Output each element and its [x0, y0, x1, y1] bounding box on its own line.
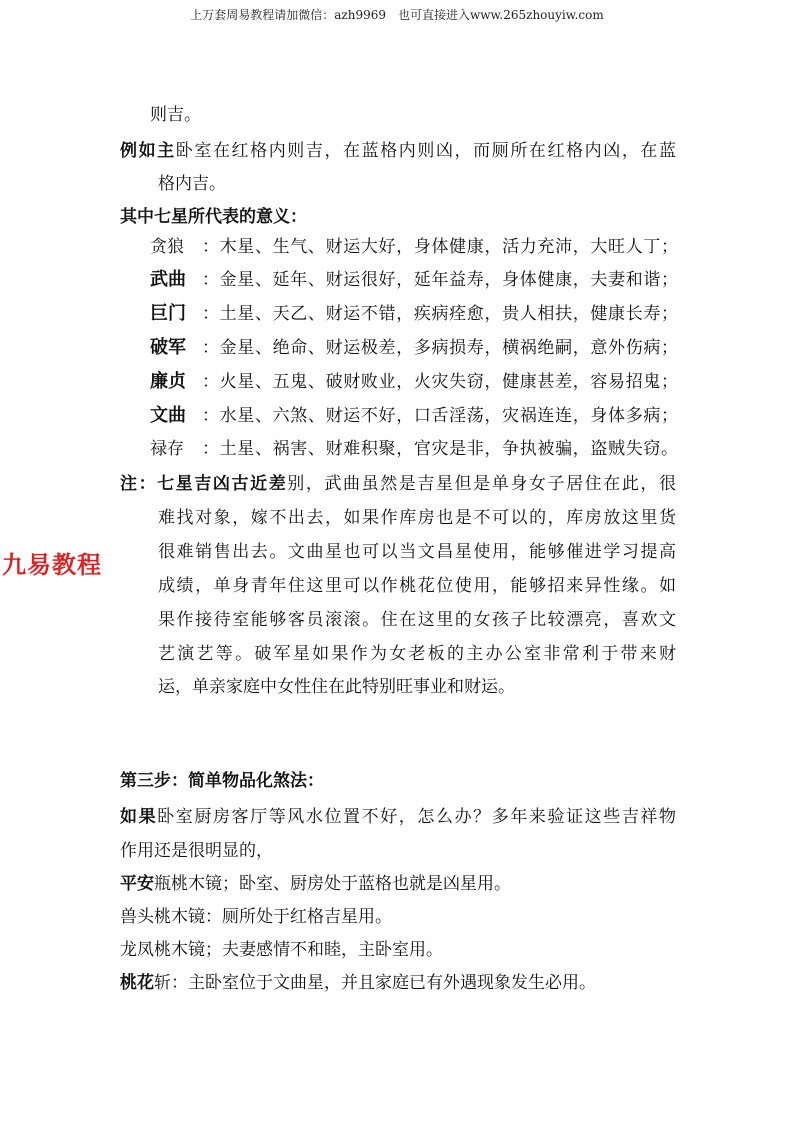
- star-description: ：水星、六煞、财运不好，口舌淫荡，灾祸连连，身体多病；: [202, 406, 678, 426]
- star-name: 贪狼: [150, 237, 184, 257]
- star-description: ：土星、祸害、财难积聚，官灾是非，争执被骗，盗贼失窃。: [202, 439, 678, 459]
- star-row: [150, 438, 678, 460]
- star-row: [150, 236, 678, 258]
- text-line: 格内吉。: [158, 174, 226, 194]
- star-name: 破军: [150, 337, 186, 358]
- note-line: [120, 473, 676, 495]
- note-line: 果作接待室能够客员滚滚。住在这里的女孩子比较漂亮，喜欢文: [158, 610, 676, 630]
- remedy-item: [120, 939, 443, 961]
- remedy-text: 兽头桃木镜：厕所处于红格吉星用。: [120, 907, 392, 927]
- remedy-text: 龙凤桃木镜；夫妻感情不和睦，主卧室用。: [120, 940, 443, 960]
- remedy-item: [120, 972, 596, 994]
- text-span: 卧室在红格内则吉，在蓝格内则凶，而厕所在红格内凶，在蓝: [175, 141, 677, 161]
- star-row: [150, 371, 678, 393]
- star-name: 禄存: [150, 439, 184, 459]
- remedy-lead: 桃花: [120, 973, 154, 993]
- remedy-text: 斩：主卧室位于文曲星，并且家庭已有外遇现象发生必用。: [154, 973, 596, 993]
- star-description: ：金星、延年、财运很好，延年益寿，身体健康，夫妻和谐；: [202, 270, 678, 290]
- star-name: 文曲: [150, 405, 186, 426]
- star-name: 武曲: [150, 269, 186, 290]
- note-line: 成绩，单身青年住这里可以作桃花位使用，能够招来异性缘。如: [158, 576, 676, 596]
- star-row: [150, 405, 678, 427]
- star-description: ：火星、五鬼、破财败业，火灾失窃，健康甚差，容易招鬼；: [202, 372, 678, 392]
- note-line: 运，单亲家庭中女性住在此特别旺事业和财运。: [158, 677, 515, 697]
- star-row: [150, 337, 678, 359]
- star-name: 巨门: [150, 303, 186, 324]
- star-row: [150, 269, 678, 291]
- star-description: ：金星、绝命、财运极差，多病损寿，横祸绝嗣，意外伤病；: [202, 338, 678, 358]
- text-line: [120, 140, 676, 162]
- note-line: 很难销售出去。文曲星也可以当文昌星使用，能够催进学习提高: [158, 542, 676, 562]
- note-line: 艺演艺等。破军星如果作为女老板的主办公室非常利于带来财: [158, 644, 676, 664]
- section-heading: 第三步：简单物品化煞法：: [120, 771, 324, 791]
- text-line: [120, 806, 676, 828]
- remedy-item: [120, 873, 511, 895]
- section-heading: 其中七星所代表的意义：: [120, 207, 307, 227]
- lead-phrase: 例如主: [120, 141, 176, 161]
- text-line: 作用还是很明显的，: [120, 841, 273, 861]
- star-row: [150, 303, 678, 325]
- remedy-lead: 平安: [120, 874, 154, 894]
- page-header: 上万套周易教程请加微信：azh9969 也可直接进入www.265zhouyiw.com: [190, 8, 604, 22]
- watermark-logo: 九易教程: [2, 551, 102, 579]
- lead-phrase: 如果: [120, 807, 158, 827]
- remedy-item: [120, 906, 392, 928]
- text-span: 卧室厨房客厅等风水位置不好，怎么办？多年来验证这些吉祥物: [157, 807, 677, 827]
- remedy-text: 瓶桃木镜；卧室、厨房处于蓝格也就是凶星用。: [154, 874, 511, 894]
- note-line: 难找对象，嫁不出去，如果作库房也是不可以的，库房放这里货: [158, 508, 676, 528]
- text-span: 别，武曲虽然是吉星但是单身女子居住在此，很: [287, 474, 677, 494]
- star-description: ：木星、生气、财运大好，身体健康，活力充沛，大旺人丁；: [202, 237, 678, 257]
- text-line: 则吉。: [150, 105, 201, 125]
- star-name: 廉贞: [150, 371, 186, 392]
- star-description: ：土星、天乙、财运不错，疾病痊愈，贵人相扶，健康长寿；: [202, 304, 678, 324]
- note-lead: 注：七星吉凶古近差: [120, 474, 288, 494]
